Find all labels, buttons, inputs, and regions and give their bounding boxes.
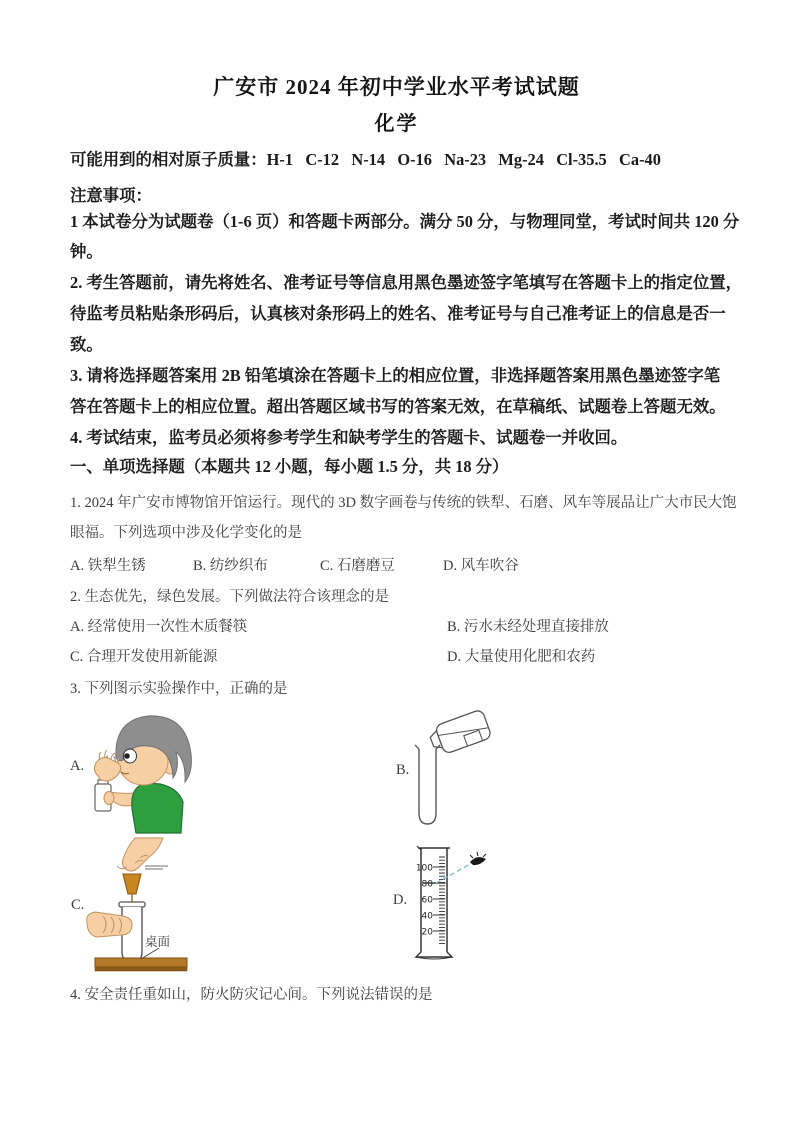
eye-icon <box>470 852 486 865</box>
q1-option-c: C. 石磨磨豆 <box>320 558 395 574</box>
notice-heading: 注意事项： <box>70 186 152 205</box>
test-tube-icon <box>415 745 440 824</box>
minor-ticks <box>439 857 445 943</box>
green-shirt <box>132 783 183 833</box>
q1-option-a: A. 铁犁生锈 <box>70 558 146 574</box>
table-surface-label: 桌面 <box>145 934 171 949</box>
hand-holding-stopper <box>117 838 168 871</box>
graduated-cylinder-icon <box>416 846 452 959</box>
q2-option-a: A. 经常使用一次性木质餐筷 <box>70 619 248 635</box>
q2-option-b: B. 污水未经处理直接排放 <box>447 619 609 635</box>
notice-line-8: 4. 考试结束，监考员必须将参考学生和缺考学生的答题卡、试题卷一并收回。 <box>70 428 628 447</box>
label-leader-line <box>141 948 159 959</box>
q1-option-d: D. 风车吹谷 <box>443 558 519 574</box>
question-1-text-line-1: 1. 2024 年广安市博物馆开馆运行。现代的 3D 数字画卷与传统的铁犁、石磨、风车等展品让广大市民大饱 <box>70 495 737 511</box>
stopper-test-tube-illustration <box>83 836 203 976</box>
scale-label-80: 80 <box>421 879 433 890</box>
notice-line-6: 3. 请将选择题答案用 2B 铅笔填涂在答题卡上的相应位置，非选择题答案用黑色墨迹签字笔 <box>70 366 721 385</box>
smelling-gas-illustration <box>88 706 203 838</box>
q2-option-d: D. 大量使用化肥和农药 <box>447 649 596 665</box>
q3-figure-label-c: C. <box>71 897 85 913</box>
notice-line-7: 答在答题卡上的相应位置。超出答题区域书写的答案无效，在草稿纸、试题卷上答题无效。 <box>70 397 726 416</box>
q3-figure-label-a: A. <box>70 758 85 774</box>
page-title: 广安市 2024 年初中学业水平考试试题 <box>213 75 580 99</box>
q2-option-c: C. 合理开发使用新能源 <box>70 649 218 665</box>
notice-line-3: 2. 考生答题前，请先将姓名、准考证号等信息用黑色墨迹签字笔填写在答题卡上的指定位置， <box>70 273 743 292</box>
pouring-liquid-illustration <box>412 700 507 832</box>
notice-line-4: 待监考员粘贴条形码后，认真核对条形码上的姓名、准考证号与自己准考证上的信息是否一 <box>70 304 726 323</box>
question-3-text: 3. 下列图示实验操作中，正确的是 <box>70 681 288 697</box>
atomic-mass-line: 可能用到的相对原子质量：H-1 C-12 N-14 O-16 Na-23 Mg-24 Cl-35.5 Ca-40 <box>70 150 661 169</box>
q3-figure-label-d: D. <box>393 892 408 908</box>
question-4-text: 4. 安全责任重如山，防火防灾记心间。下列说法错误的是 <box>70 987 433 1003</box>
scale-label-40: 40 <box>421 911 433 922</box>
scale-label-20: 20 <box>421 927 433 938</box>
scale-label-100: 100 <box>415 863 433 874</box>
hand-on-bottle <box>104 792 114 805</box>
subject-title: 化学 <box>374 113 419 135</box>
graduated-cylinder-illustration <box>412 840 507 962</box>
q1-option-b: B. 纺纱织布 <box>193 558 268 574</box>
pupil <box>124 753 130 759</box>
question-2-text: 2. 生态优先，绿色发展。下列做法符合该理念的是 <box>70 589 389 605</box>
table-icon <box>95 958 187 971</box>
notice-line-2: 钟。 <box>70 242 103 261</box>
notice-line-1: 1 本试卷分为试题卷（1-6 页）和答题卡两部分。满分 50 分，与物理同堂，考试时间共 120 分 <box>70 212 740 231</box>
q3-figure-label-b: B. <box>396 762 410 778</box>
scale-label-60: 60 <box>421 895 433 906</box>
notice-line-5: 致。 <box>70 335 103 354</box>
question-1-text-line-2: 眼福。下列选项中涉及化学变化的是 <box>70 525 302 541</box>
tilted-bottle-icon <box>427 709 492 757</box>
section-1-heading: 一、单项选择题（本题共 12 小题，每小题 1.5 分，共 18 分） <box>70 457 509 476</box>
rubber-stopper-icon <box>123 874 141 902</box>
